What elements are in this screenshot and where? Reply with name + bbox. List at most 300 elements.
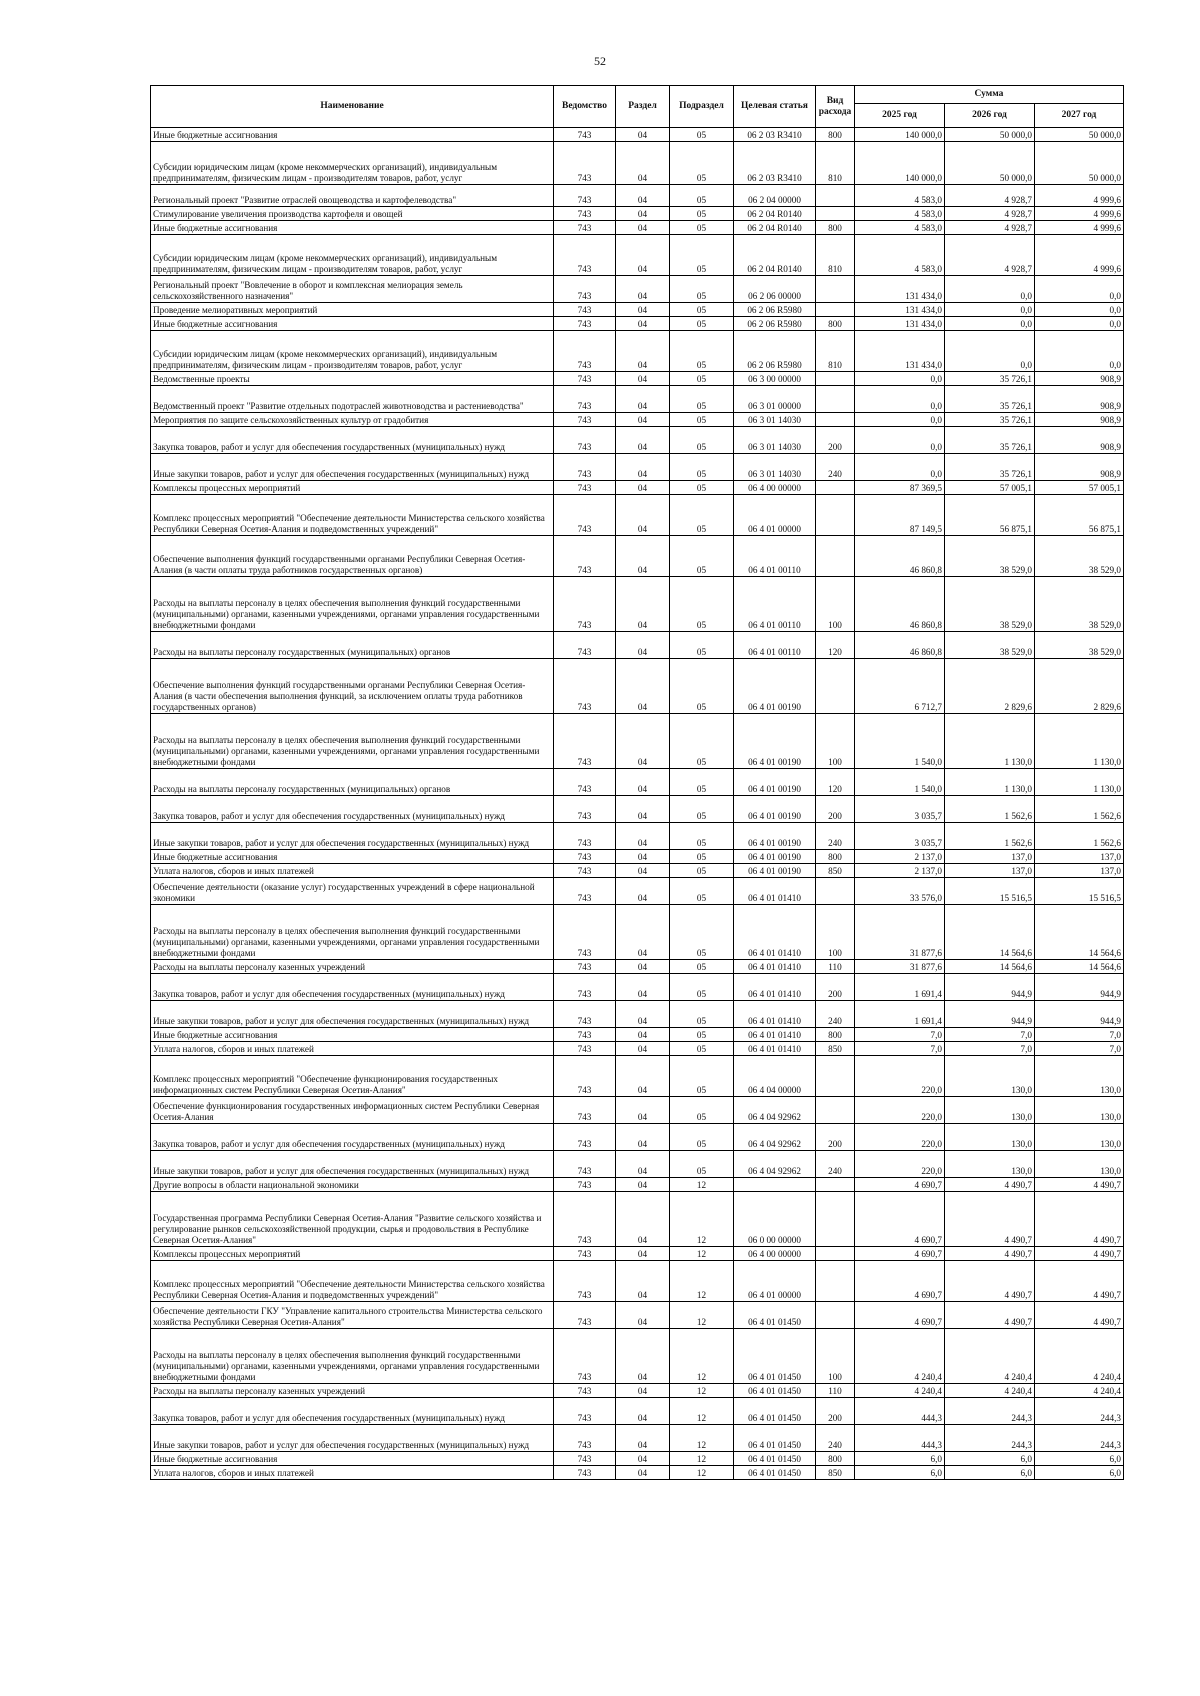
cell-sum-2027: 38 529,0 [1035,536,1124,577]
cell-sum-2026: 50 000,0 [945,142,1035,185]
cell-vid-rashoda [816,413,855,427]
header-podrazdel: Подраздел [670,86,734,128]
cell-podrazdel: 05 [670,960,734,974]
cell-sum-2025: 2 137,0 [855,864,945,878]
table-row [151,850,1124,864]
cell-celevaya-statya: 06 4 01 01450 [734,1398,816,1425]
cell-sum-2027: 38 529,0 [1035,632,1124,659]
cell-podrazdel: 05 [670,796,734,823]
table-row [151,1452,1124,1466]
cell-celevaya-statya: 06 2 06 R5980 [734,331,816,372]
cell-podrazdel: 12 [670,1261,734,1302]
cell-razdel: 04 [616,235,670,276]
cell-celevaya-statya: 06 4 04 92962 [734,1097,816,1124]
cell-sum-2025: 220,0 [855,1056,945,1097]
cell-name: Ведомственные проекты [151,372,554,386]
cell-vid-rashoda: 240 [816,1001,855,1028]
cell-razdel: 04 [616,1247,670,1261]
cell-podrazdel: 05 [670,659,734,714]
cell-name: Закупка товаров, работ и услуг для обеспечения государственных (муниципальных) нужд [151,796,554,823]
cell-sum-2026: 35 726,1 [945,386,1035,413]
cell-name: Ведомственный проект "Развитие отдельных подотраслей животноводства и растениеводства" [151,386,554,413]
cell-sum-2026: 14 564,6 [945,905,1035,960]
cell-sum-2027: 4 490,7 [1035,1192,1124,1247]
cell-podrazdel: 05 [670,185,734,207]
cell-vedomstvo: 743 [554,1329,616,1384]
cell-celevaya-statya: 06 2 06 R5980 [734,303,816,317]
cell-vid-rashoda [816,659,855,714]
cell-sum-2027: 0,0 [1035,317,1124,331]
cell-sum-2025: 140 000,0 [855,128,945,142]
table-row [151,769,1124,796]
cell-name: Комплекс процессных мероприятий "Обеспечение деятельности Министерства сельского хозяйства Республики Северная Осетия-Алания и подведомственных учреждений" [151,495,554,536]
cell-name: Обеспечение выполнения функций государственными органами Республики Северная Осетия-Алания (в части оплаты труда работников государственных органов) [151,536,554,577]
cell-sum-2025: 4 690,7 [855,1247,945,1261]
cell-vedomstvo: 743 [554,495,616,536]
cell-vedomstvo: 743 [554,372,616,386]
cell-sum-2026: 38 529,0 [945,536,1035,577]
cell-vid-rashoda: 100 [816,905,855,960]
cell-celevaya-statya: 06 4 01 00190 [734,796,816,823]
cell-sum-2027: 908,9 [1035,454,1124,481]
cell-sum-2026: 137,0 [945,864,1035,878]
cell-vedomstvo: 743 [554,221,616,235]
cell-podrazdel: 05 [670,632,734,659]
cell-sum-2027: 130,0 [1035,1097,1124,1124]
cell-razdel: 04 [616,796,670,823]
cell-razdel: 04 [616,128,670,142]
cell-sum-2025: 4 583,0 [855,185,945,207]
table-body [151,128,1124,1480]
cell-sum-2025: 6,0 [855,1452,945,1466]
cell-vedomstvo: 743 [554,960,616,974]
cell-name: Иные закупки товаров, работ и услуг для обеспечения государственных (муниципальных) нужд [151,1001,554,1028]
cell-sum-2026: 130,0 [945,1124,1035,1151]
cell-sum-2027: 7,0 [1035,1028,1124,1042]
cell-name: Обеспечение деятельности ГКУ "Управление капитального строительства Министерства сельского хозяйства Республики Северная Осетия-Алания" [151,1302,554,1329]
cell-name: Мероприятия по защите сельскохозяйственных культур от градобития [151,413,554,427]
cell-vid-rashoda: 800 [816,317,855,331]
cell-celevaya-statya: 06 2 04 R0140 [734,207,816,221]
cell-podrazdel: 05 [670,235,734,276]
cell-vedomstvo: 743 [554,1384,616,1398]
budget-table [150,85,1124,1480]
cell-vedomstvo: 743 [554,1178,616,1192]
cell-sum-2026: 35 726,1 [945,372,1035,386]
cell-sum-2025: 444,3 [855,1398,945,1425]
cell-razdel: 04 [616,276,670,303]
cell-vid-rashoda: 100 [816,577,855,632]
cell-razdel: 04 [616,905,670,960]
cell-sum-2026: 1 562,6 [945,823,1035,850]
cell-vedomstvo: 743 [554,769,616,796]
cell-name: Субсидии юридическим лицам (кроме некоммерческих организаций), индивидуальным предпринимателям, физическим лицам - производителям товаров, работ, услуг [151,142,554,185]
header-vid-rashoda: Вид расхода [816,86,855,128]
cell-vid-rashoda [816,1097,855,1124]
cell-razdel: 04 [616,427,670,454]
cell-sum-2026: 0,0 [945,317,1035,331]
cell-sum-2026: 6,0 [945,1466,1035,1480]
cell-sum-2026: 38 529,0 [945,632,1035,659]
cell-name: Уплата налогов, сборов и иных платежей [151,1042,554,1056]
cell-podrazdel: 05 [670,427,734,454]
cell-vid-rashoda: 850 [816,864,855,878]
cell-celevaya-statya: 06 4 01 00000 [734,495,816,536]
cell-vid-rashoda: 850 [816,1042,855,1056]
cell-razdel: 04 [616,1398,670,1425]
cell-podrazdel: 12 [670,1178,734,1192]
table-row [151,1151,1124,1178]
cell-name: Закупка товаров, работ и услуг для обеспечения государственных (муниципальных) нужд [151,1398,554,1425]
cell-vedomstvo: 743 [554,1192,616,1247]
cell-sum-2025: 46 860,8 [855,536,945,577]
header-razdel: Раздел [616,86,670,128]
cell-podrazdel: 05 [670,850,734,864]
cell-podrazdel: 05 [670,331,734,372]
cell-sum-2027: 56 875,1 [1035,495,1124,536]
cell-sum-2027: 6,0 [1035,1452,1124,1466]
cell-podrazdel: 05 [670,317,734,331]
cell-vedomstvo: 743 [554,796,616,823]
cell-podrazdel: 05 [670,276,734,303]
cell-podrazdel: 05 [670,769,734,796]
cell-vedomstvo: 743 [554,128,616,142]
cell-name: Обеспечение функционирования государственных информационных систем Республики Северная Осетия-Алания [151,1097,554,1124]
cell-razdel: 04 [616,185,670,207]
cell-sum-2027: 130,0 [1035,1056,1124,1097]
cell-sum-2026: 137,0 [945,850,1035,864]
cell-razdel: 04 [616,864,670,878]
cell-name: Обеспечение выполнения функций государственными органами Республики Северная Осетия-Алания (в части обеспечения выполнения функций, за исключением оплаты труда работников государственных органов) [151,659,554,714]
cell-sum-2027: 0,0 [1035,331,1124,372]
cell-sum-2027: 4 490,7 [1035,1261,1124,1302]
cell-razdel: 04 [616,850,670,864]
cell-sum-2027: 4 490,7 [1035,1178,1124,1192]
cell-vid-rashoda [816,495,855,536]
cell-celevaya-statya: 06 2 04 R0140 [734,235,816,276]
cell-razdel: 04 [616,1124,670,1151]
cell-podrazdel: 12 [670,1466,734,1480]
cell-podrazdel: 05 [670,481,734,495]
cell-sum-2027: 137,0 [1035,850,1124,864]
cell-sum-2027: 4 240,4 [1035,1329,1124,1384]
cell-vedomstvo: 743 [554,1302,616,1329]
cell-podrazdel: 05 [670,1056,734,1097]
header-name: Наименование [151,86,554,128]
cell-vid-rashoda [816,185,855,207]
cell-vid-rashoda: 200 [816,1124,855,1151]
cell-vid-rashoda [816,1056,855,1097]
cell-sum-2025: 220,0 [855,1097,945,1124]
cell-vedomstvo: 743 [554,878,616,905]
cell-sum-2027: 4 240,4 [1035,1384,1124,1398]
table-row [151,1466,1124,1480]
cell-vid-rashoda [816,1302,855,1329]
cell-sum-2025: 444,3 [855,1425,945,1452]
cell-podrazdel: 05 [670,1028,734,1042]
cell-vedomstvo: 743 [554,864,616,878]
cell-celevaya-statya: 06 4 01 00190 [734,714,816,769]
header-2026: 2026 год [945,104,1035,128]
cell-vid-rashoda: 200 [816,974,855,1001]
cell-celevaya-statya: 06 4 01 01450 [734,1302,816,1329]
cell-razdel: 04 [616,1302,670,1329]
cell-vedomstvo: 743 [554,454,616,481]
cell-vid-rashoda: 800 [816,221,855,235]
cell-razdel: 04 [616,1192,670,1247]
cell-razdel: 04 [616,1261,670,1302]
cell-vid-rashoda [816,1247,855,1261]
cell-sum-2025: 4 583,0 [855,235,945,276]
cell-name: Комплекс процессных мероприятий "Обеспечение деятельности Министерства сельского хозяйства Республики Северная Осетия-Алания и подведомственных учреждений" [151,1261,554,1302]
cell-sum-2026: 4 490,7 [945,1192,1035,1247]
cell-podrazdel: 05 [670,303,734,317]
cell-razdel: 04 [616,303,670,317]
cell-podrazdel: 05 [670,1097,734,1124]
cell-vid-rashoda: 100 [816,714,855,769]
cell-celevaya-statya: 06 4 01 00110 [734,632,816,659]
cell-sum-2026: 57 005,1 [945,481,1035,495]
cell-vedomstvo: 743 [554,1466,616,1480]
cell-celevaya-statya: 06 4 01 01450 [734,1466,816,1480]
cell-vedomstvo: 743 [554,317,616,331]
cell-name: Закупка товаров, работ и услуг для обеспечения государственных (муниципальных) нужд [151,427,554,454]
cell-sum-2026: 15 516,5 [945,878,1035,905]
cell-podrazdel: 12 [670,1384,734,1398]
table-row [151,796,1124,823]
cell-name: Обеспечение деятельности (оказание услуг) государственных учреждений в сфере национальной экономики [151,878,554,905]
table-row [151,495,1124,536]
cell-vedomstvo: 743 [554,823,616,850]
cell-podrazdel: 05 [670,142,734,185]
cell-sum-2027: 4 999,6 [1035,185,1124,207]
cell-name: Расходы на выплаты персоналу государственных (муниципальных) органов [151,769,554,796]
cell-celevaya-statya: 06 4 01 01450 [734,1329,816,1384]
cell-name: Комплексы процессных мероприятий [151,1247,554,1261]
cell-name: Закупка товаров, работ и услуг для обеспечения государственных (муниципальных) нужд [151,974,554,1001]
cell-name: Расходы на выплаты персоналу в целях обеспечения выполнения функций государственными (муниципальными) органами, казенными учреждениями, органами управления государственными внебюджетными фондами [151,905,554,960]
cell-vid-rashoda: 110 [816,960,855,974]
cell-podrazdel: 05 [670,495,734,536]
cell-sum-2027: 908,9 [1035,413,1124,427]
cell-name: Иные бюджетные ассигнования [151,1028,554,1042]
cell-vedomstvo: 743 [554,1056,616,1097]
cell-razdel: 04 [616,974,670,1001]
cell-sum-2025: 6 712,7 [855,659,945,714]
cell-sum-2026: 35 726,1 [945,413,1035,427]
cell-sum-2026: 56 875,1 [945,495,1035,536]
cell-name: Уплата налогов, сборов и иных платежей [151,864,554,878]
cell-sum-2027: 14 564,6 [1035,905,1124,960]
cell-podrazdel: 05 [670,1001,734,1028]
cell-vid-rashoda: 800 [816,850,855,864]
table-row [151,1247,1124,1261]
cell-vid-rashoda [816,276,855,303]
cell-sum-2026: 6,0 [945,1452,1035,1466]
cell-podrazdel: 12 [670,1247,734,1261]
cell-razdel: 04 [616,1056,670,1097]
cell-celevaya-statya [734,1178,816,1192]
cell-razdel: 04 [616,207,670,221]
cell-vedomstvo: 743 [554,235,616,276]
cell-sum-2026: 944,9 [945,1001,1035,1028]
cell-vedomstvo: 743 [554,1425,616,1452]
table-row [151,1124,1124,1151]
cell-sum-2026: 1 130,0 [945,769,1035,796]
cell-podrazdel: 12 [670,1425,734,1452]
cell-vid-rashoda: 240 [816,454,855,481]
cell-celevaya-statya: 06 4 01 00190 [734,823,816,850]
cell-name: Проведение мелиоративных мероприятий [151,303,554,317]
cell-sum-2026: 244,3 [945,1425,1035,1452]
cell-sum-2026: 130,0 [945,1151,1035,1178]
cell-vid-rashoda: 810 [816,142,855,185]
table-row [151,481,1124,495]
header-vedomstvo: Ведомство [554,86,616,128]
table-row [151,878,1124,905]
cell-razdel: 04 [616,1097,670,1124]
cell-celevaya-statya: 06 2 06 R5980 [734,317,816,331]
table-row [151,142,1124,185]
cell-sum-2025: 1 540,0 [855,714,945,769]
table-row [151,185,1124,207]
cell-razdel: 04 [616,769,670,796]
cell-vedomstvo: 743 [554,1124,616,1151]
cell-podrazdel: 12 [670,1192,734,1247]
cell-sum-2026: 35 726,1 [945,427,1035,454]
cell-name: Закупка товаров, работ и услуг для обеспечения государственных (муниципальных) нужд [151,1124,554,1151]
cell-podrazdel: 12 [670,1398,734,1425]
cell-podrazdel: 05 [670,413,734,427]
cell-podrazdel: 05 [670,823,734,850]
cell-vid-rashoda: 110 [816,1384,855,1398]
cell-name: Иные бюджетные ассигнования [151,128,554,142]
cell-vid-rashoda: 120 [816,632,855,659]
cell-razdel: 04 [616,221,670,235]
cell-sum-2026: 35 726,1 [945,454,1035,481]
table-row [151,1261,1124,1302]
cell-vid-rashoda [816,372,855,386]
cell-sum-2025: 220,0 [855,1124,945,1151]
cell-razdel: 04 [616,142,670,185]
table-row [151,1178,1124,1192]
cell-vid-rashoda [816,878,855,905]
cell-sum-2025: 87 369,5 [855,481,945,495]
cell-celevaya-statya: 06 3 01 14030 [734,427,816,454]
cell-sum-2025: 4 690,7 [855,1261,945,1302]
cell-sum-2025: 1 691,4 [855,974,945,1001]
cell-celevaya-statya: 06 4 00 00000 [734,1247,816,1261]
cell-celevaya-statya: 06 3 01 14030 [734,413,816,427]
cell-vid-rashoda [816,536,855,577]
table-row [151,331,1124,372]
cell-vid-rashoda: 800 [816,1452,855,1466]
cell-vid-rashoda [816,1192,855,1247]
table-row [151,714,1124,769]
cell-sum-2026: 244,3 [945,1398,1035,1425]
cell-sum-2025: 131 434,0 [855,276,945,303]
cell-name: Комплексы процессных мероприятий [151,481,554,495]
cell-sum-2026: 944,9 [945,974,1035,1001]
cell-sum-2027: 1 130,0 [1035,714,1124,769]
cell-sum-2027: 4 999,6 [1035,207,1124,221]
cell-podrazdel: 05 [670,372,734,386]
cell-vedomstvo: 743 [554,413,616,427]
cell-vedomstvo: 743 [554,714,616,769]
cell-vid-rashoda: 100 [816,1329,855,1384]
table-row [151,128,1124,142]
cell-celevaya-statya: 06 4 01 01410 [734,974,816,1001]
table-row [151,372,1124,386]
cell-sum-2026: 7,0 [945,1028,1035,1042]
cell-razdel: 04 [616,536,670,577]
cell-sum-2027: 6,0 [1035,1466,1124,1480]
cell-podrazdel: 05 [670,221,734,235]
header-2025: 2025 год [855,104,945,128]
cell-celevaya-statya: 06 2 06 00000 [734,276,816,303]
cell-vid-rashoda: 810 [816,235,855,276]
cell-razdel: 04 [616,960,670,974]
cell-sum-2025: 0,0 [855,413,945,427]
cell-vedomstvo: 743 [554,659,616,714]
cell-razdel: 04 [616,1151,670,1178]
cell-celevaya-statya: 06 4 00 00000 [734,481,816,495]
cell-sum-2027: 0,0 [1035,276,1124,303]
cell-podrazdel: 05 [670,905,734,960]
cell-sum-2027: 908,9 [1035,386,1124,413]
cell-razdel: 04 [616,1452,670,1466]
cell-sum-2025: 6,0 [855,1466,945,1480]
table-row [151,303,1124,317]
cell-vedomstvo: 743 [554,1001,616,1028]
cell-vedomstvo: 743 [554,331,616,372]
cell-vid-rashoda: 800 [816,1028,855,1042]
table-row [151,974,1124,1001]
cell-razdel: 04 [616,714,670,769]
cell-celevaya-statya: 06 4 01 01450 [734,1384,816,1398]
cell-vedomstvo: 743 [554,577,616,632]
cell-sum-2025: 4 583,0 [855,207,945,221]
header-summa: Сумма [855,86,1124,104]
table-row [151,1398,1124,1425]
table-row [151,536,1124,577]
cell-sum-2027: 50 000,0 [1035,142,1124,185]
cell-vedomstvo: 743 [554,905,616,960]
cell-podrazdel: 05 [670,577,734,632]
cell-vedomstvo: 743 [554,142,616,185]
cell-sum-2025: 4 240,4 [855,1384,945,1398]
table-row [151,1302,1124,1329]
cell-sum-2025: 31 877,6 [855,960,945,974]
cell-razdel: 04 [616,1001,670,1028]
cell-celevaya-statya: 06 4 01 00000 [734,1261,816,1302]
cell-sum-2025: 87 149,5 [855,495,945,536]
cell-celevaya-statya: 06 3 00 00000 [734,372,816,386]
cell-name: Расходы на выплаты персоналу в целях обеспечения выполнения функций государственными (муниципальными) органами, казенными учреждениями, органами управления государственными внебюджетными фондами [151,714,554,769]
cell-vedomstvo: 743 [554,481,616,495]
table-row [151,659,1124,714]
cell-vedomstvo: 743 [554,1042,616,1056]
cell-celevaya-statya: 06 4 04 00000 [734,1056,816,1097]
table-row [151,1384,1124,1398]
cell-vid-rashoda: 800 [816,128,855,142]
table-row [151,1425,1124,1452]
cell-sum-2026: 0,0 [945,276,1035,303]
cell-sum-2025: 4 583,0 [855,221,945,235]
cell-name: Расходы на выплаты персоналу казенных учреждений [151,1384,554,1398]
cell-sum-2025: 131 434,0 [855,303,945,317]
cell-sum-2025: 7,0 [855,1028,945,1042]
